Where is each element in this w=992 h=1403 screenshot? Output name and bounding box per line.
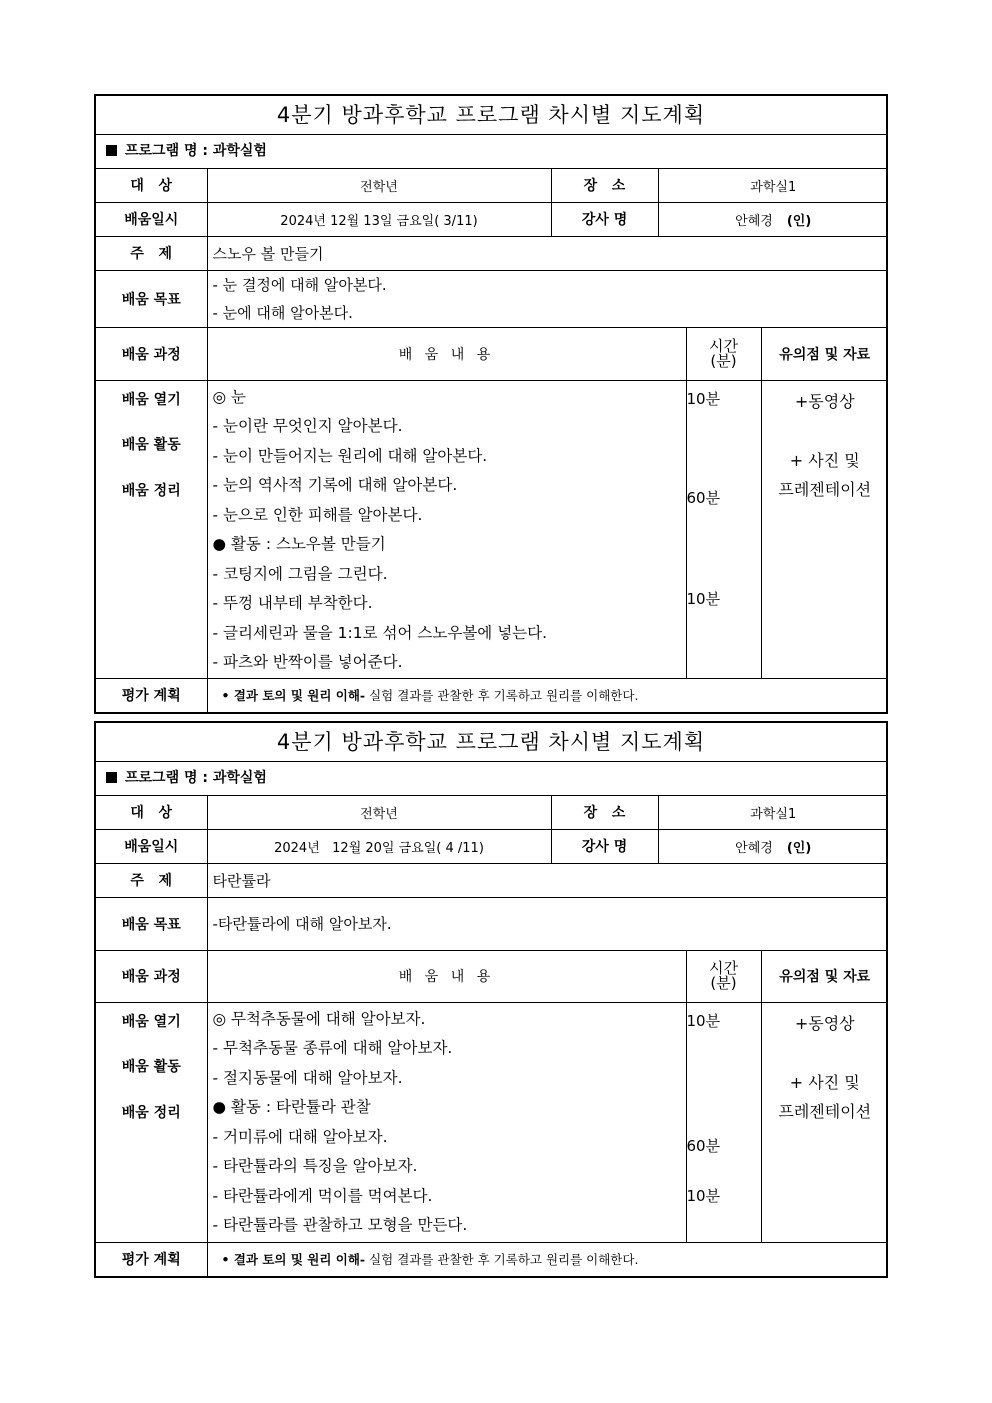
topic-value: 스노우 볼 만들기 bbox=[207, 236, 888, 270]
phase-open: 배움 열기 bbox=[121, 1013, 181, 1030]
plan-title: 4분기 방과후학교 프로그램 차시별 지도계획 bbox=[96, 723, 886, 762]
eval-label: 평가 계획 bbox=[96, 678, 207, 712]
lesson-plan-1 bbox=[94, 94, 888, 714]
content-line: - 무척추동물 종류에 대해 알아보자. bbox=[212, 1039, 453, 1057]
target-label: 대 상 bbox=[96, 169, 207, 202]
program-name: 프로그램 명 : 과학실험 bbox=[96, 762, 886, 796]
goal-list bbox=[207, 897, 888, 950]
topic-value: 타란튤라 bbox=[207, 863, 888, 897]
time-activity: 60분 bbox=[686, 488, 721, 507]
process-label: 배움 과정 bbox=[96, 327, 207, 380]
time-close: 10분 bbox=[686, 589, 721, 608]
topic-label: 주 제 bbox=[96, 863, 207, 897]
content-line: - 거미류에 대해 알아보자. bbox=[212, 1127, 388, 1146]
content-line: - 눈이란 무엇인지 알아본다. bbox=[212, 417, 403, 435]
time-column bbox=[686, 380, 761, 678]
note-video: +동영상 bbox=[794, 1013, 855, 1033]
time-header: 시간 (분) bbox=[686, 950, 761, 1002]
date-label: 배움일시 bbox=[96, 202, 207, 236]
note-video: +동영상 bbox=[794, 391, 855, 411]
seal-mark: (인) bbox=[786, 213, 812, 229]
teacher-label: 강사 명 bbox=[551, 202, 658, 236]
time-activity: 60분 bbox=[686, 1136, 721, 1155]
content-line: - 타란튤라의 특징을 알아보자. bbox=[212, 1157, 418, 1175]
content-line: - 코팅지에 그림을 그린다. bbox=[212, 564, 388, 583]
notes-column bbox=[761, 380, 888, 678]
program-name: 프로그램 명 : 과학실험 bbox=[96, 135, 886, 169]
phase-activity: 배움 활동 bbox=[121, 437, 181, 453]
time-open: 10분 bbox=[686, 389, 721, 408]
teacher-value: 안혜경 (인) bbox=[658, 829, 888, 863]
notes-header: 유의점 및 자료 bbox=[761, 950, 888, 1002]
content-line: ● 활동 : 스노우볼 만들기 bbox=[212, 535, 386, 553]
content-lines bbox=[207, 1002, 686, 1242]
content-line: - 타란튤라를 관찰하고 모형을 만든다. bbox=[212, 1216, 468, 1234]
content-header: 배 움 내 용 bbox=[207, 327, 686, 380]
place-value: 과학실1 bbox=[658, 169, 888, 202]
content-line: - 절지동물에 대해 알아보자. bbox=[212, 1068, 403, 1087]
note-presentation: 프레젠테이션 bbox=[778, 1102, 872, 1121]
note-presentation: 프레젠테이션 bbox=[778, 480, 872, 499]
topic-label: 주 제 bbox=[96, 236, 207, 270]
plan-title: 4분기 방과후학교 프로그램 차시별 지도계획 bbox=[96, 96, 886, 135]
eval-text: • 결과 토의 및 원리 이해- 실험 결과를 관찰한 후 기록하고 원리를 이해한다. bbox=[207, 1242, 888, 1276]
date-value: 2024년 12월 13일 금요일( 3/11) bbox=[207, 202, 551, 236]
phase-close: 배움 정리 bbox=[121, 1104, 181, 1121]
target-value: 전학년 bbox=[207, 796, 551, 829]
place-label: 장 소 bbox=[551, 796, 658, 829]
square-bullet-icon bbox=[106, 145, 117, 156]
content-header: 배 움 내 용 bbox=[207, 950, 686, 1002]
content-line: - 타란튤라에게 먹이를 먹여본다. bbox=[212, 1186, 433, 1205]
content-line: - 글리세린과 물을 1:1로 섞어 스노우볼에 넣는다. bbox=[212, 623, 548, 642]
date-label: 배움일시 bbox=[96, 829, 207, 863]
note-photo: + 사진 및 bbox=[789, 450, 860, 470]
content-line: - 뚜껑 내부테 부착한다. bbox=[212, 594, 373, 612]
content-line: ◎ 눈 bbox=[212, 387, 246, 406]
content-line: ● 활동 : 타란튤라 관찰 bbox=[212, 1098, 371, 1116]
note-photo: + 사진 및 bbox=[789, 1072, 860, 1092]
lesson-plan-2 bbox=[94, 721, 888, 1278]
goal-item: - 눈에 대해 알아본다. bbox=[212, 303, 353, 322]
eval-label: 평가 계획 bbox=[96, 1242, 207, 1276]
goal-list bbox=[207, 270, 888, 327]
teacher-value: 안혜경 (인) bbox=[658, 202, 888, 236]
target-label: 대 상 bbox=[96, 796, 207, 829]
date-value: 2024년 12월 20일 금요일( 4 /11) bbox=[207, 829, 551, 863]
content-line: - 눈이 만들어지는 원리에 대해 알아본다. bbox=[212, 446, 488, 465]
goal-item: - 눈 결정에 대해 알아본다. bbox=[212, 275, 387, 294]
goal-label: 배움 목표 bbox=[96, 897, 207, 950]
content-line: - 눈으로 인한 피해를 알아본다. bbox=[212, 505, 423, 524]
notes-column bbox=[761, 1002, 888, 1242]
notes-header: 유의점 및 자료 bbox=[761, 327, 888, 380]
phase-list bbox=[96, 380, 207, 678]
content-line: ◎ 무척추동물에 대해 알아보자. bbox=[212, 1009, 426, 1028]
process-label: 배움 과정 bbox=[96, 950, 207, 1002]
place-label: 장 소 bbox=[551, 169, 658, 202]
place-value: 과학실1 bbox=[658, 796, 888, 829]
phase-close: 배움 정리 bbox=[121, 482, 181, 499]
phase-open: 배움 열기 bbox=[121, 391, 181, 408]
seal-mark: (인) bbox=[786, 840, 812, 856]
time-column bbox=[686, 1002, 761, 1242]
plan-table bbox=[96, 169, 888, 712]
content-line: - 눈의 역사적 기록에 대해 알아본다. bbox=[212, 476, 458, 494]
goal-label: 배움 목표 bbox=[96, 270, 207, 327]
teacher-label: 강사 명 bbox=[551, 829, 658, 863]
goal-item: -타란튤라에 대해 알아보자. bbox=[212, 915, 392, 933]
time-header: 시간 (분) bbox=[686, 327, 761, 380]
target-value: 전학년 bbox=[207, 169, 551, 202]
phase-list bbox=[96, 1002, 207, 1242]
content-lines bbox=[207, 380, 686, 678]
eval-text: • 결과 토의 및 원리 이해- 실험 결과를 관찰한 후 기록하고 원리를 이해한다. bbox=[207, 678, 888, 712]
phase-activity: 배움 활동 bbox=[121, 1059, 181, 1075]
time-open: 10분 bbox=[686, 1011, 721, 1030]
time-close: 10분 bbox=[686, 1186, 721, 1205]
plan-table bbox=[96, 796, 888, 1276]
square-bullet-icon bbox=[106, 772, 117, 783]
content-line: - 파츠와 반짝이를 넣어준다. bbox=[212, 653, 403, 671]
